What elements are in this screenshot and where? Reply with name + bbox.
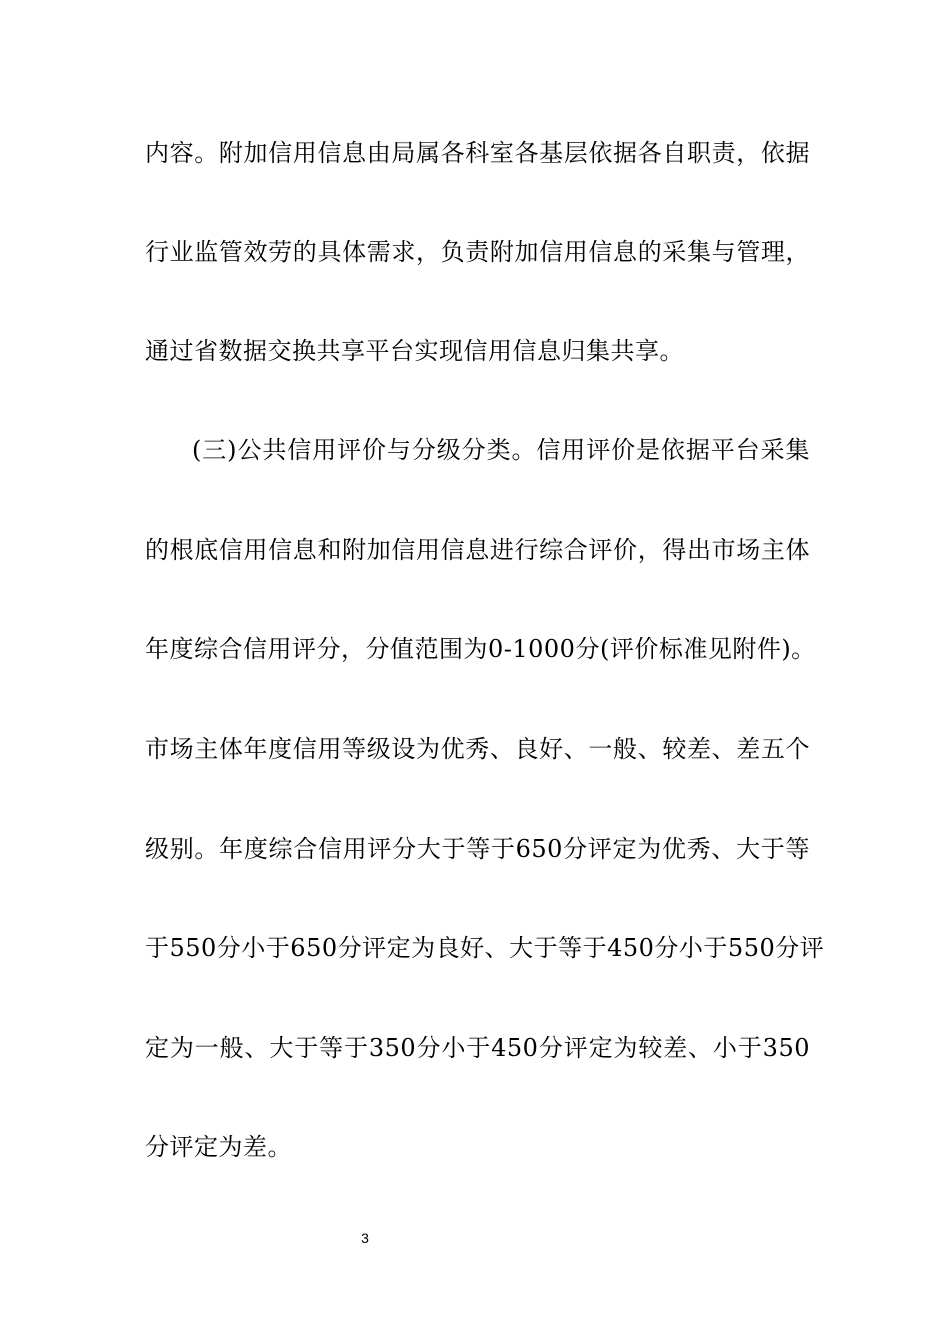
text-line-5: 的根底信用信息和附加信用信息进行综合评价，得出市场主体	[145, 536, 810, 564]
text-line-1: 内容。附加信用信息由局属各科室各基层依据各自职责，依据	[145, 139, 810, 167]
text-line-2: 行业监管效劳的具体需求，负责附加信用信息的采集与管理，	[145, 238, 810, 266]
text-line-3: 通过省数据交换共享平台实现信用信息归集共享。	[145, 337, 684, 365]
text-line-4: (三)公共信用评价与分级分类。信用评价是依据平台采集	[192, 436, 810, 464]
text-line-9: 于550分小于650分评定为良好、大于等于450分小于550分评	[145, 934, 825, 962]
text-line-11: 分评定为差。	[145, 1133, 292, 1161]
text-line-10: 定为一般、大于等于350分小于450分评定为较差、小于350	[145, 1034, 810, 1062]
text-line-8: 级别。年度综合信用评分大于等于650分评定为优秀、大于等	[145, 835, 810, 863]
page-number: 3	[361, 1230, 369, 1246]
text-line-6: 年度综合信用评分，分值范围为0-1000分(评价标准见附件)。	[145, 635, 816, 663]
text-line-7: 市场主体年度信用等级设为优秀、良好、一般、较差、差五个	[145, 735, 810, 763]
